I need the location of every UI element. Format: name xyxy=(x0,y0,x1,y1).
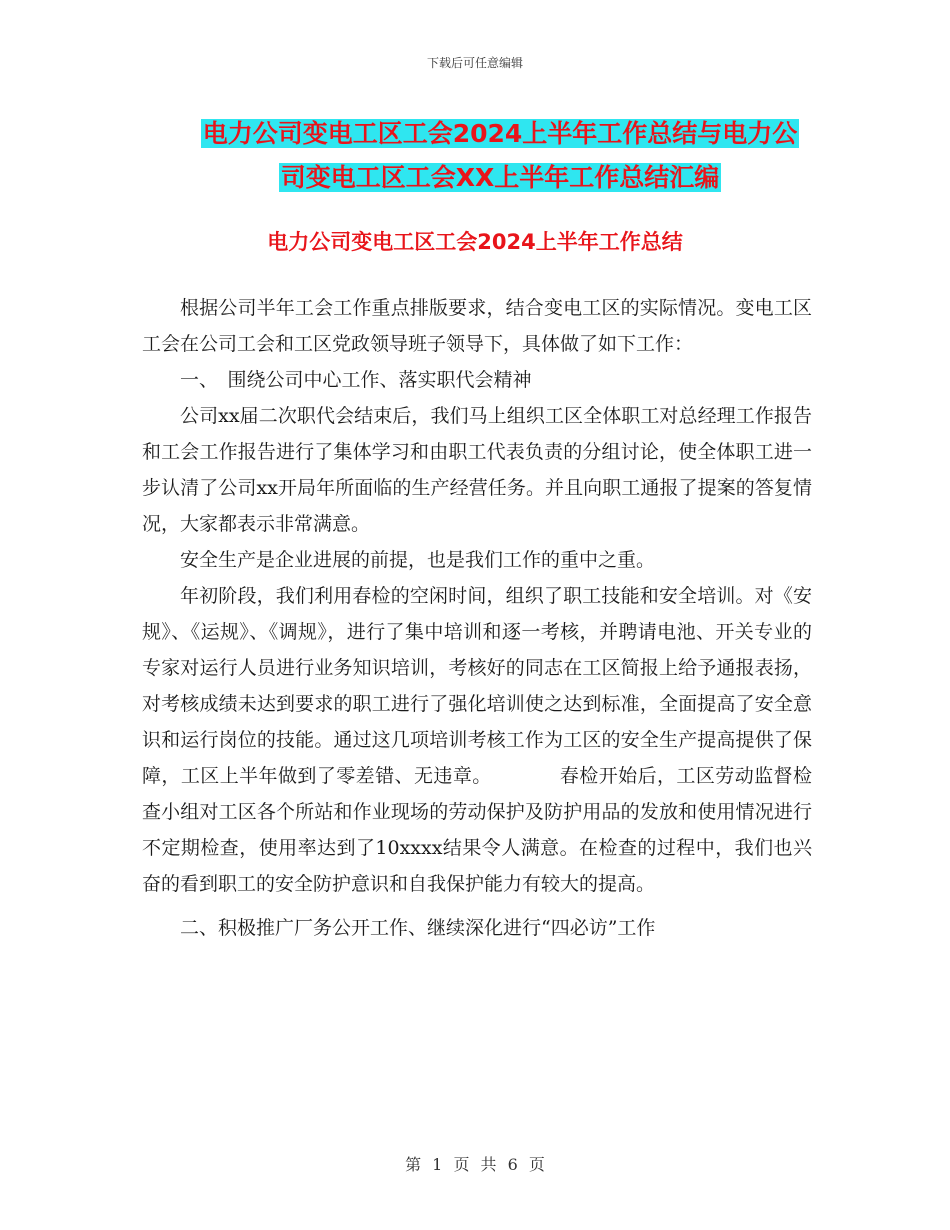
paragraph-intro: 根据公司半年工会工作重点排版要求，结合变电工区的实际情况。变电工区工会在公司工会和工区党政领导班子领导下，具体做了如下工作： xyxy=(142,297,812,355)
document-title-line-1: 电力公司变电工区工会2024上半年工作总结与电力公 xyxy=(202,119,798,148)
paragraph-heading-1: 一、 围绕公司中心工作、落实职代会精神 xyxy=(180,369,532,391)
header-note: 下载后可任意编辑 xyxy=(426,56,523,70)
section-title: 电力公司变电工区工会2024上半年工作总结 xyxy=(267,230,683,254)
document-body xyxy=(142,290,812,946)
paragraph-safety: 安全生产是企业进展的前提，也是我们工作的重中之重。 xyxy=(180,549,656,571)
paragraph-congress: 公司xx届二次职代会结束后，我们马上组织工区全体职工对总经理工作报告和工会工作报告进行了集体学习和由职工代表负责的分组讨论，使全体职工进一步认清了公司xx开局年所面临的生产经营任务。并且向职工通报了提案的答复情况，大家都表示非常满意。 xyxy=(142,405,812,535)
document-title-line-2: 司变电工区工会XX上半年工作总结汇编 xyxy=(280,163,720,192)
paragraph-heading-2: 二、积极推广厂务公开工作、继续深化进行“四必访”工作 xyxy=(180,917,656,939)
document-title xyxy=(140,112,860,200)
paragraph-training: 年初阶段，我们利用春检的空闲时间，组织了职工技能和安全培训。对《安规》、《运规》、《调规》，进行了集中培训和逐一考核，并聘请电池、开关专业的专家对运行人员进行业务知识培训，考核好的同志在工区简报上给予通报表扬，对考核成绩未达到要求的职工进行了强化培训使之达到标准，全面提高了安全意识和运行岗位的技能。通过这几项培训考核工作为工区的安全生产提高提供了保障，工区上半年做到了零差错、无违章。 春检开始后，工区劳动监督检查小组对工区各个所站和作业现场的劳动保护及防护用品的发放和使用情况进行不定期检查，使用率达到了10xxxx结果令人满意。在检查的过程中，我们也兴奋的看到职工的安全防护意识和自我保护能力有较大的提高。 xyxy=(142,585,812,895)
page-number: 第 1 页 共 6 页 xyxy=(405,1155,545,1174)
